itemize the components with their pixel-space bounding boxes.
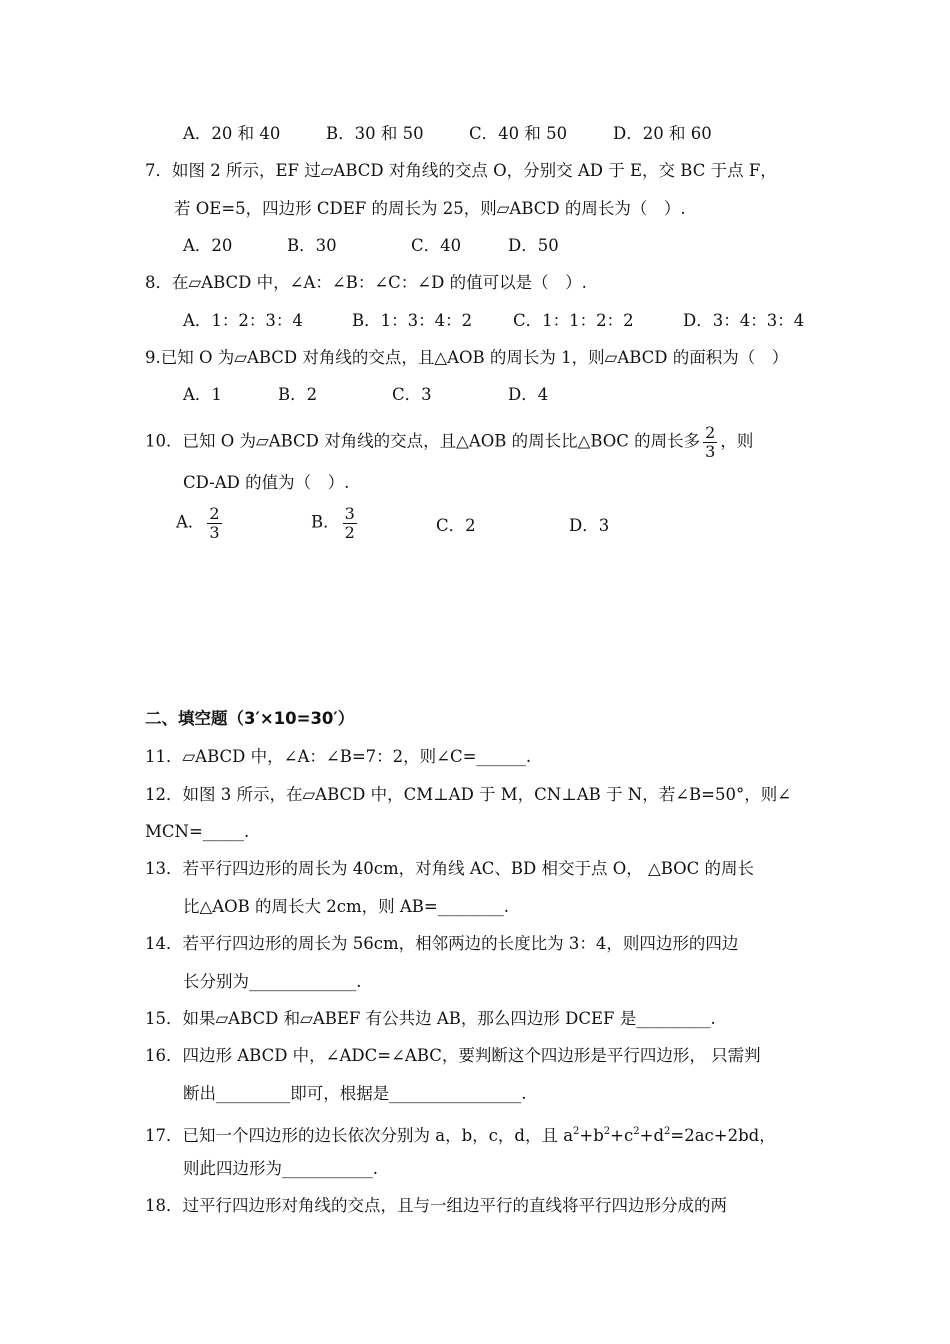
q8-option-d: D．3：4：3：4 — [683, 311, 805, 330]
q10-option-a-label: A． — [176, 512, 205, 532]
q7-option-b: B．30 — [287, 236, 337, 255]
q9-option-a: A．1 — [183, 385, 222, 404]
q7-option-a: A．20 — [183, 236, 233, 255]
q10-option-b — [311, 505, 360, 541]
q9-line1: 9.已知 O 为▱ABCD 对角线的交点，且△AOB 的周长为 1，则▱ABCD 的面积为（ ） — [145, 348, 789, 367]
q7-option-c: C．40 — [411, 236, 462, 255]
q12-line2: MCN=_____. — [145, 822, 250, 841]
q14-line1: 14．若平行四边形的周长为 56cm，相邻两边的长度比为 3：4，则四边形的四边 — [145, 934, 739, 953]
q10-option-b-num: 3 — [344, 504, 355, 523]
q13-line2: 比△AOB 的周长大 2cm，则 AB=________. — [183, 897, 509, 916]
q8-option-b: B．1：3：4：2 — [352, 311, 473, 330]
q16-line2: 断出_________即可，根据是________________. — [183, 1084, 527, 1103]
q11-line: 11．▱ABCD 中，∠A：∠B=7：2，则∠C=______. — [145, 747, 532, 766]
q8-option-c: C．1：1：2：2 — [513, 311, 634, 330]
q10-option-b-label: B． — [311, 512, 340, 532]
q7-line2: 若 OE=5，四边形 CDEF 的周长为 25，则▱ABCD 的周长为（ ）. — [174, 199, 686, 218]
q17-line2: 则此四边形为___________. — [183, 1159, 378, 1178]
q18-line1: 18．过平行四边形对角线的交点，且与一组边平行的直线将平行四边形分成的两 — [145, 1196, 727, 1215]
q10-text-after: ，则 — [720, 431, 754, 451]
q6-option-d: D．20 和 60 — [613, 124, 712, 143]
q9-option-c: C．3 — [392, 385, 432, 404]
q8-line1: 8．在▱ABCD 中，∠A：∠B：∠C：∠D 的值可以是（ ）. — [145, 273, 587, 292]
q7-line1: 7．如图 2 所示，EF 过▱ABCD 对角线的交点 O，分别交 AD 于 E，交 BC 于点 F， — [145, 161, 777, 180]
q10-frac-num: 2 — [705, 423, 716, 442]
q17-sup-c: 2 — [633, 1126, 640, 1137]
q10-text-before: 10．已知 O 为▱ABCD 对角线的交点，且△AOB 的周长比△BOC 的周长多 — [145, 431, 701, 451]
q10-line2: CD-AD 的值为（ ）. — [183, 473, 350, 492]
q17-mid3: +d — [639, 1126, 665, 1145]
section2-heading: 二、填空题（3′×10=30′） — [145, 709, 355, 728]
q10-option-c: C．2 — [436, 516, 476, 535]
q7-option-d: D．50 — [508, 236, 559, 255]
q16-line1: 16．四边形 ABCD 中，∠ADC=∠ABC，要判断这个四边形是平行四边形， 只需判 — [145, 1046, 761, 1065]
q10-option-b-den: 2 — [344, 522, 355, 542]
q17-sup-d: 2 — [664, 1126, 671, 1137]
q10-line1 — [145, 424, 753, 460]
q10-option-a-fraction — [207, 505, 221, 541]
q6-option-b: B．30 和 50 — [326, 124, 424, 143]
q14-line2: 长分别为_____________. — [183, 972, 362, 991]
q17-line1 — [145, 1121, 776, 1147]
q6-option-c: C．40 和 50 — [469, 124, 568, 143]
q17-sup-a: 2 — [573, 1126, 580, 1137]
q10-frac-den: 3 — [705, 441, 716, 461]
q10-option-a-num: 2 — [209, 504, 220, 523]
q17-mid1: +b — [579, 1126, 604, 1145]
q10-fraction — [703, 424, 717, 460]
q9-option-d: D．4 — [508, 385, 549, 404]
q9-option-b: B．2 — [278, 385, 318, 404]
q10-option-a — [176, 505, 225, 541]
q17-suffix: =2ac+2bd， — [670, 1126, 776, 1145]
q13-line1: 13．若平行四边形的周长为 40cm，对角线 AC、BD 相交于点 O， △BOC 的周长 — [145, 859, 755, 878]
q6-option-a: A．20 和 40 — [183, 124, 281, 143]
q10-option-d: D．3 — [569, 516, 610, 535]
q17-sup-b: 2 — [603, 1126, 611, 1137]
q17-prefix: 17．已知一个四边形的边长依次分别为 a，b，c，d，且 a — [145, 1126, 574, 1145]
q10-option-a-den: 3 — [209, 522, 220, 542]
q12-line1: 12．如图 3 所示，在▱ABCD 中，CM⊥AD 于 M，CN⊥AB 于 N，若∠B=50°，则∠ — [145, 785, 792, 804]
q8-option-a: A．1：2：3：4 — [183, 311, 303, 330]
q17-mid2: +c — [610, 1126, 634, 1145]
q10-option-b-fraction — [343, 505, 357, 541]
q15-line: 15．如果▱ABCD 和▱ABEF 有公共边 AB，那么四边形 DCEF 是_________. — [145, 1009, 716, 1028]
